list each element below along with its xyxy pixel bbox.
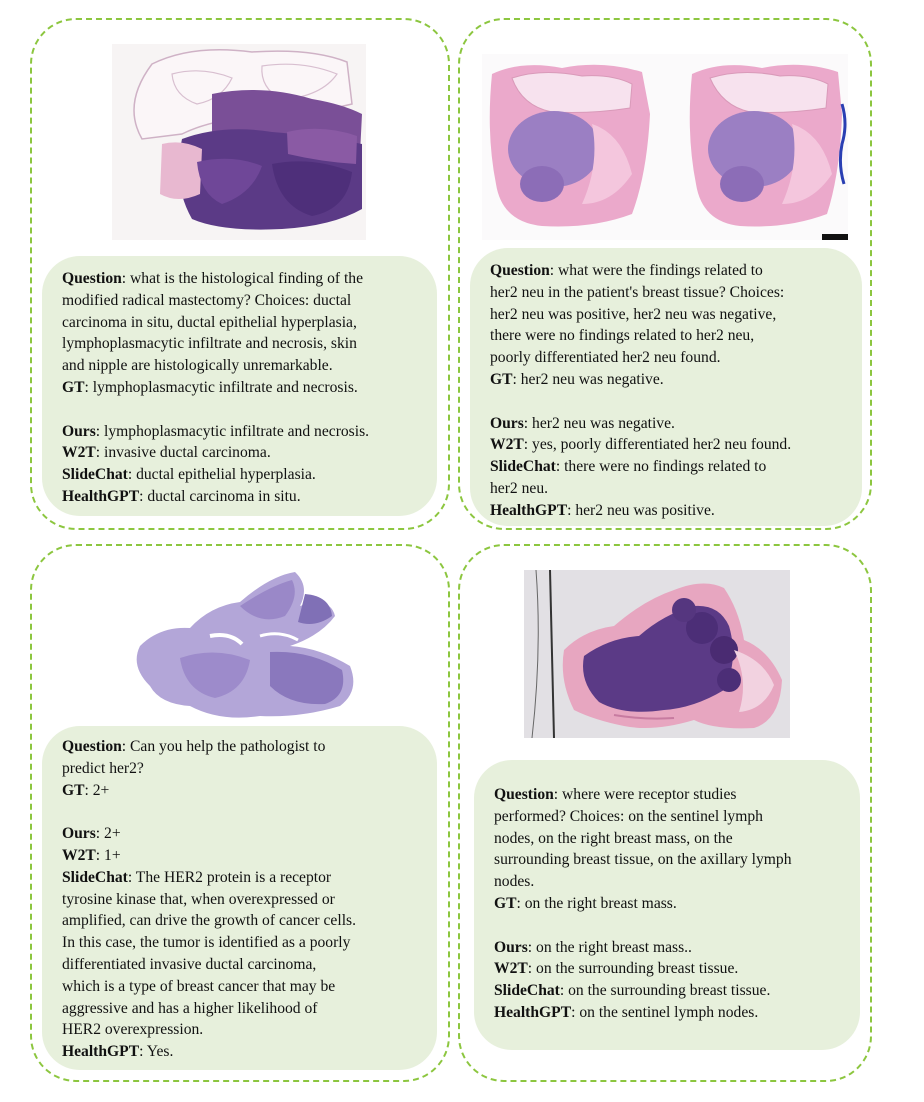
answer-w2t: W2T: 1+ bbox=[62, 846, 121, 864]
question-line: there were no findings related to her2 neu, bbox=[490, 327, 755, 345]
answer-w2t: W2T: yes, poorly differentiated her2 neu found. bbox=[490, 436, 792, 454]
slide-image-1 bbox=[112, 44, 366, 240]
answer-ours: Ours: lymphoplasmacytic infiltrate and necrosis. bbox=[62, 422, 370, 440]
answer-healthgpt: HealthGPT: her2 neu was positive. bbox=[490, 501, 715, 519]
question-line: her2 neu was positive, her2 neu was negative, bbox=[490, 305, 777, 323]
answer-slidechat-cont: In this case, the tumor is identified as a poorly bbox=[62, 934, 351, 952]
gt-line: GT: lymphoplasmacytic infiltrate and necrosis. bbox=[62, 378, 358, 396]
qa-bubble bbox=[474, 760, 860, 1050]
question-line: performed? Choices: on the sentinel lymph bbox=[494, 807, 763, 825]
answer-slidechat-cont: her2 neu. bbox=[490, 479, 549, 497]
slide-image-2 bbox=[482, 54, 848, 240]
qa-panel-2 bbox=[458, 18, 872, 530]
answer-slidechat-cont: aggressive and has a higher likelihood of bbox=[62, 999, 318, 1017]
answer-healthgpt: HealthGPT: on the sentinel lymph nodes. bbox=[494, 1003, 759, 1021]
question-line: lymphoplasmacytic infiltrate and necrosis, skin bbox=[62, 335, 357, 353]
qa-bubble bbox=[470, 248, 862, 526]
qa-panel-4 bbox=[458, 544, 872, 1082]
answer-healthgpt: HealthGPT: Yes. bbox=[62, 1043, 174, 1061]
qa-bubble bbox=[42, 256, 437, 516]
gt-label: GT bbox=[62, 781, 85, 799]
question-line: Question: what were the findings related to bbox=[490, 262, 763, 279]
gt-label: GT bbox=[490, 370, 513, 388]
slide-image-4 bbox=[524, 570, 790, 738]
gt-line: GT: 2+ bbox=[62, 781, 110, 799]
answer-ours: Ours: on the right breast mass.. bbox=[494, 938, 692, 956]
gt-line: GT: on the right breast mass. bbox=[494, 894, 677, 912]
question-line: carcinoma in situ, ductal epithelial hyperplasia, bbox=[62, 313, 357, 331]
question-line: modified radical mastectomy? Choices: ductal bbox=[62, 291, 352, 309]
answer-w2t: W2T: invasive ductal carcinoma. bbox=[62, 444, 271, 462]
question-line: surrounding breast tissue, on the axillary lymph bbox=[494, 851, 792, 869]
answer-slidechat: SlideChat: The HER2 protein is a receptor bbox=[62, 868, 332, 886]
slide-image-3 bbox=[120, 566, 370, 726]
question-label: Question bbox=[62, 270, 122, 287]
answer-slidechat-cont: tyrosine kinase that, when overexpressed or bbox=[62, 890, 335, 908]
question-line: her2 neu in the patient's breast tissue? Choices: bbox=[490, 283, 785, 301]
answer-slidechat: SlideChat: ductal epithelial hyperplasia. bbox=[62, 466, 316, 484]
question-label: Question bbox=[490, 262, 550, 279]
gt-line: GT: her2 neu was negative. bbox=[490, 370, 664, 388]
question-line: Question: Can you help the pathologist to bbox=[62, 738, 326, 755]
gt-label: GT bbox=[494, 894, 517, 912]
answer-ours: Ours: her2 neu was negative. bbox=[490, 414, 675, 432]
answer-slidechat: SlideChat: there were no findings related to bbox=[490, 458, 767, 476]
answer-slidechat-cont: which is a type of breast cancer that may be bbox=[62, 977, 336, 995]
question-line: Question: where were receptor studies bbox=[494, 786, 737, 803]
question-label: Question bbox=[62, 738, 122, 755]
gt-label: GT bbox=[62, 378, 85, 396]
question-label: Question bbox=[494, 786, 554, 803]
answer-w2t: W2T: on the surrounding breast tissue. bbox=[494, 960, 739, 978]
question-line: and nipple are histologically unremarkable. bbox=[62, 357, 333, 375]
question-line: Question: what is the histological finding of the bbox=[62, 270, 364, 287]
qa-bubble bbox=[42, 726, 437, 1070]
question-line: nodes. bbox=[494, 873, 535, 891]
answer-ours: Ours: 2+ bbox=[62, 825, 121, 843]
qa-panel-1 bbox=[30, 18, 450, 530]
qa-panel-3 bbox=[30, 544, 450, 1082]
question-line: predict her2? bbox=[62, 759, 144, 777]
question-line: nodes, on the right breast mass, on the bbox=[494, 829, 733, 847]
answer-slidechat: SlideChat: on the surrounding breast tissue. bbox=[494, 982, 771, 1000]
answer-slidechat-cont: HER2 overexpression. bbox=[62, 1021, 204, 1039]
answer-healthgpt: HealthGPT: ductal carcinoma in situ. bbox=[62, 487, 301, 505]
answer-slidechat-cont: amplified, can drive the growth of cancer cells. bbox=[62, 912, 356, 930]
answer-slidechat-cont: differentiated invasive ductal carcinoma, bbox=[62, 955, 317, 973]
question-line: poorly differentiated her2 neu found. bbox=[490, 349, 721, 367]
